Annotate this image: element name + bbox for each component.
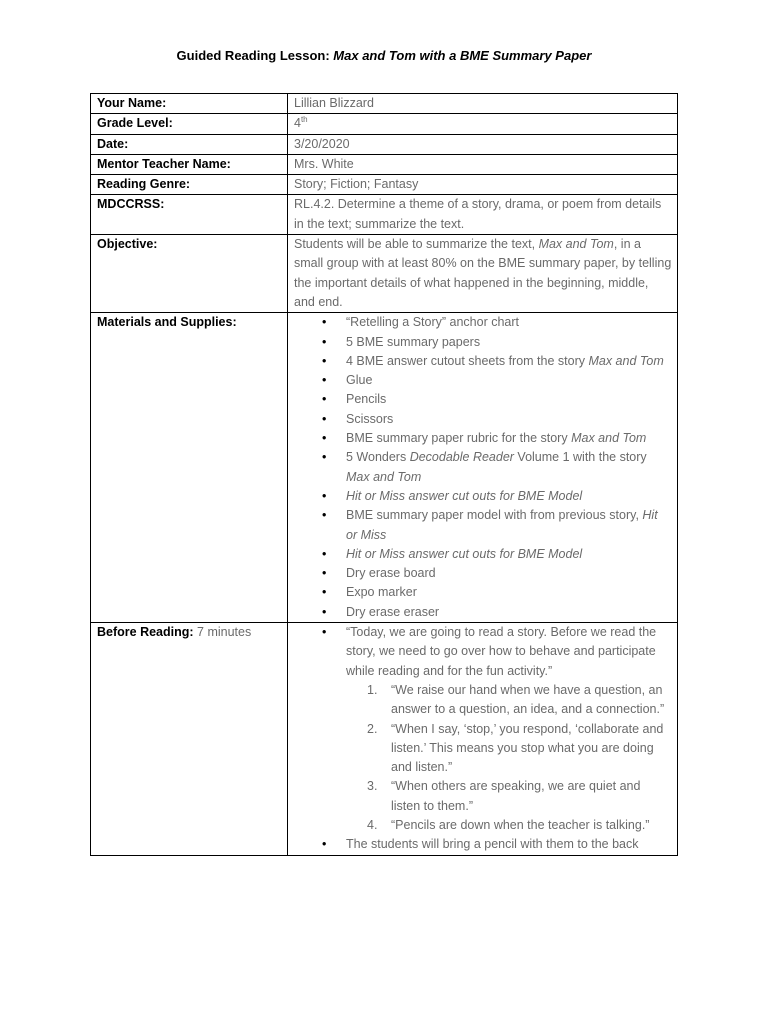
objective-text-1: Students will be able to summarize the text, <box>294 237 539 252</box>
row-date <box>91 134 678 154</box>
material-item <box>346 429 672 448</box>
rule-text: “When I say, ‘stop,’ you respond, ‘collaborate and listen.’ This means you stop what you are doing and listen.” <box>391 721 664 775</box>
material-item: • Dry erase board <box>346 564 672 583</box>
document-title <box>0 48 768 64</box>
row-materials <box>91 313 678 623</box>
label-materials: Materials and Supplies: <box>91 313 288 623</box>
before-reading-list <box>294 623 672 855</box>
material-text: Hit or Miss answer cut outs for BME Model <box>346 546 583 561</box>
material-item <box>346 448 672 487</box>
label-objective: Objective: <box>91 235 288 313</box>
label-date: Date: <box>91 134 288 154</box>
rule-item <box>367 681 672 720</box>
material-text: Hit or Miss answer cut outs for BME Model <box>346 488 583 503</box>
value-materials <box>288 313 678 623</box>
row-mentor <box>91 154 678 174</box>
value-standard: RL.4.2. Determine a theme of a story, drama, or poem from details in the text; summarize the text. <box>288 195 678 235</box>
rule-text: “Pencils are down when the teacher is talking.” <box>391 817 650 832</box>
value-objective <box>288 235 678 313</box>
behavior-rules-list <box>346 681 672 835</box>
before-reading-label: Before Reading: <box>97 625 194 640</box>
value-genre: Story; Fiction; Fantasy <box>288 175 678 195</box>
material-text: Volume 1 with the story <box>513 450 647 465</box>
before-reading-intro <box>346 623 672 835</box>
value-mentor: Mrs. White <box>288 154 678 174</box>
material-book-title: Max and Tom <box>346 469 422 484</box>
material-text: 4 BME answer cutout sheets from the story <box>346 353 589 368</box>
value-grade <box>288 114 678 134</box>
rule-text: “When others are speaking, we are quiet and listen to them.” <box>391 779 641 813</box>
grade-number: 4 <box>294 116 301 131</box>
material-item: • Scissors <box>346 410 672 429</box>
intro-text: “Today, we are going to read a story. Before we read the story, we need to go over how to behave and participate while reading and for the fun activity.” <box>346 625 657 678</box>
material-book-title: Max and Tom <box>588 353 664 368</box>
label-mentor: Mentor Teacher Name: <box>91 154 288 174</box>
material-item <box>346 352 672 371</box>
rule-item <box>367 720 672 778</box>
material-reader-title: Decodable Reader <box>409 450 514 465</box>
material-item: • Expo marker <box>346 583 672 602</box>
material-item <box>346 506 672 545</box>
row-name <box>91 94 678 114</box>
label-before-reading <box>91 623 288 856</box>
title-italic: Max and Tom with a BME Summary Paper <box>333 48 592 63</box>
material-item: • “Retelling a Story” anchor chart <box>346 313 672 332</box>
row-grade <box>91 114 678 134</box>
objective-text-2: , in a small group with at least 80% on the BME summary paper, by telling the important details of what happened in the beginning, middle, and end. <box>294 237 672 309</box>
material-text: BME summary paper model with from previous story, <box>346 508 643 523</box>
material-item <box>346 545 672 564</box>
row-genre <box>91 175 678 195</box>
before-reading-next: • The students will bring a pencil with them to the back <box>346 835 672 854</box>
row-standard <box>91 195 678 235</box>
rule-number: 4. <box>367 817 378 832</box>
label-standard: MDCCRSS: <box>91 195 288 235</box>
rule-item <box>367 816 672 835</box>
row-objective <box>91 235 678 313</box>
rule-number: 3. <box>367 779 378 794</box>
material-text: BME summary paper rubric for the story <box>346 431 572 446</box>
label-name: Your Name: <box>91 94 288 114</box>
label-grade: Grade Level: <box>91 114 288 134</box>
value-name: Lillian Blizzard <box>288 94 678 114</box>
rule-number: 2. <box>367 721 378 736</box>
rule-number: 1. <box>367 682 378 697</box>
material-book-title: Max and Tom <box>571 431 647 446</box>
grade-suffix: th <box>300 115 308 125</box>
material-item: • 5 BME summary papers <box>346 333 672 352</box>
lesson-plan-table <box>90 93 678 856</box>
material-text: 5 Wonders <box>346 450 410 465</box>
material-item <box>346 487 672 506</box>
value-before-reading <box>288 623 678 856</box>
label-genre: Reading Genre: <box>91 175 288 195</box>
material-item: • Pencils <box>346 390 672 409</box>
material-item: • Dry erase eraser <box>346 603 672 622</box>
material-item: • Glue <box>346 371 672 390</box>
materials-list <box>294 313 672 622</box>
rule-item <box>367 777 672 816</box>
title-prefix: Guided Reading Lesson: <box>176 48 334 63</box>
before-reading-time: 7 minutes <box>193 625 252 640</box>
value-date: 3/20/2020 <box>288 134 678 154</box>
rule-text: “We raise our hand when we have a question, an answer to a question, an idea, and a connection.” <box>391 682 665 717</box>
objective-book-title: Max and Tom <box>538 237 614 252</box>
material-book-title: Hit or Miss <box>346 508 658 542</box>
row-before-reading <box>91 623 678 856</box>
